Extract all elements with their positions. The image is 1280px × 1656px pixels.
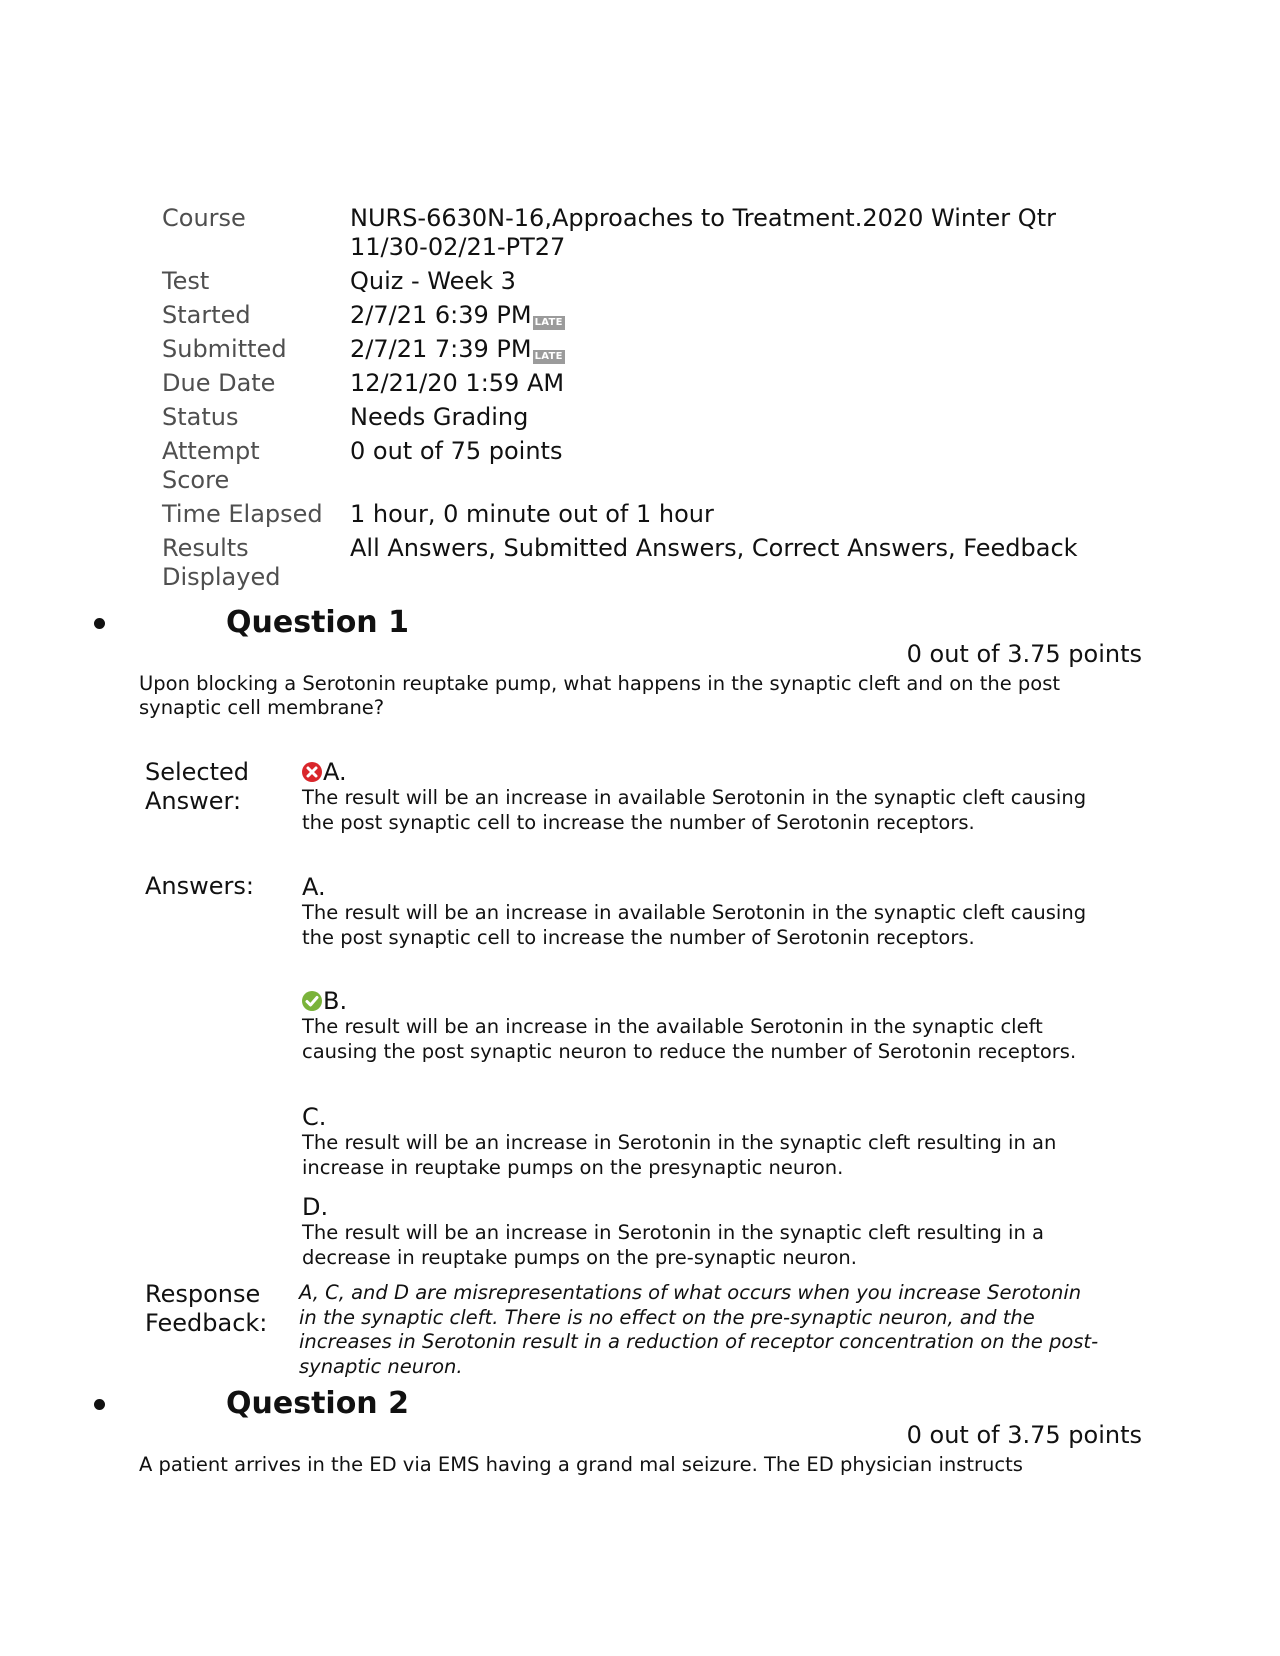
selected-answer-letter: A. [323,758,347,786]
question-1-points: 0 out of 3.75 points [906,640,1142,668]
answer-option-d [302,1193,1102,1270]
answers-label: Answers: [145,872,254,900]
test-value: Quiz - Week 3 [350,267,516,295]
status-value: Needs Grading [350,403,529,431]
question-2-text: A patient arrives in the ED via EMS having a grand mal seizure. The ED physician instructs [139,1453,1023,1476]
summary-row-results-displayed [162,534,1110,592]
summary-row-started [162,301,1110,330]
answer-letter: C. [302,1103,327,1131]
late-badge: LATE [534,351,563,362]
bullet [94,1399,105,1410]
question-2-points: 0 out of 3.75 points [906,1421,1142,1449]
started-value [350,301,1110,330]
answer-text: The result will be an increase in the available Serotonin in the synaptic cleft causing the post synaptic neuron to reduce the number of Serotonin receptors. [302,1015,1077,1063]
summary-label: Status [162,403,239,431]
results-displayed-value: All Answers, Submitted Answers, Correct Answers, Feedback [350,534,1078,562]
answer-text: The result will be an increase in Serotonin in the synaptic cleft resulting in an increase in reuptake pumps on the presynaptic neuron. [302,1131,1057,1179]
selected-answer [302,758,1102,835]
selected-answer-text: The result will be an increase in available Serotonin in the synaptic cleft causing the post synaptic cell to increase the number of Serotonin receptors. [302,786,1087,834]
answer-letter: A. [302,873,326,901]
attempt-score-value: 0 out of 75 points [350,437,563,465]
late-badge: LATE [534,317,563,328]
summary-row-status [162,403,1110,432]
summary-label: Attempt Score [162,437,260,494]
summary-label: Due Date [162,369,276,397]
question-1-text: Upon blocking a Serotonin reuptake pump, what happens in the synaptic cleft and on the post synaptic cell membrane? [139,672,1061,719]
summary-row-course [162,204,1110,262]
response-feedback-label: Response Feedback: [145,1280,268,1337]
summary-label: Test [162,267,210,295]
answer-letter-row [302,987,1102,1015]
course-value: NURS-6630N-16,Approaches to Treatment.2020 Winter Qtr 11/30-02/21-PT27 [350,204,1056,261]
started-time: 2/7/21 6:39 PM [350,301,532,329]
question-1-title: Question 1 [226,605,409,640]
summary-label: Results Displayed [162,534,281,591]
submitted-time: 2/7/21 7:39 PM [350,335,532,363]
summary-row-submitted [162,335,1110,364]
answer-text: The result will be an increase in available Serotonin in the synaptic cleft causing the post synaptic cell to increase the number of Serotonin receptors. [302,901,1087,949]
response-feedback-text: A, C, and D are misrepresentations of what occurs when you increase Serotonin in the synaptic cleft. There is no effect on the pre-synaptic neuron, and the increases in Serotonin result in a reduction of receptor concentration on the post-synaptic neuron. [299,1281,1099,1378]
summary-label: Course [162,204,246,232]
submitted-value [350,335,1110,364]
answer-letter: D. [302,1193,329,1221]
question-2-title: Question 2 [226,1386,409,1421]
time-elapsed-value: 1 hour, 0 minute out of 1 hour [350,500,714,528]
incorrect-x-icon [302,762,322,782]
summary-row-attempt-score [162,437,1110,495]
summary-row-test [162,267,1110,296]
answer-option-c [302,1103,1102,1180]
summary-label: Time Elapsed [162,500,323,528]
answer-text: The result will be an increase in Serotonin in the synaptic cleft resulting in a decrease in reuptake pumps on the pre-synaptic neuron. [302,1221,1044,1269]
selected-answer-label: Selected Answer: [145,758,250,815]
summary-row-due-date [162,369,1110,398]
summary-label: Started [162,301,251,329]
bullet [94,618,105,629]
due-date-value: 12/21/20 1:59 AM [350,369,565,397]
summary-row-time-elapsed [162,500,1110,529]
selected-answer-letter-row [302,758,1102,786]
correct-check-icon [302,991,322,1011]
answer-letter: B. [323,987,348,1015]
answer-option-a [302,873,1102,950]
answer-option-b [302,987,1102,1064]
summary-label: Submitted [162,335,287,363]
attempt-summary [162,204,1110,597]
